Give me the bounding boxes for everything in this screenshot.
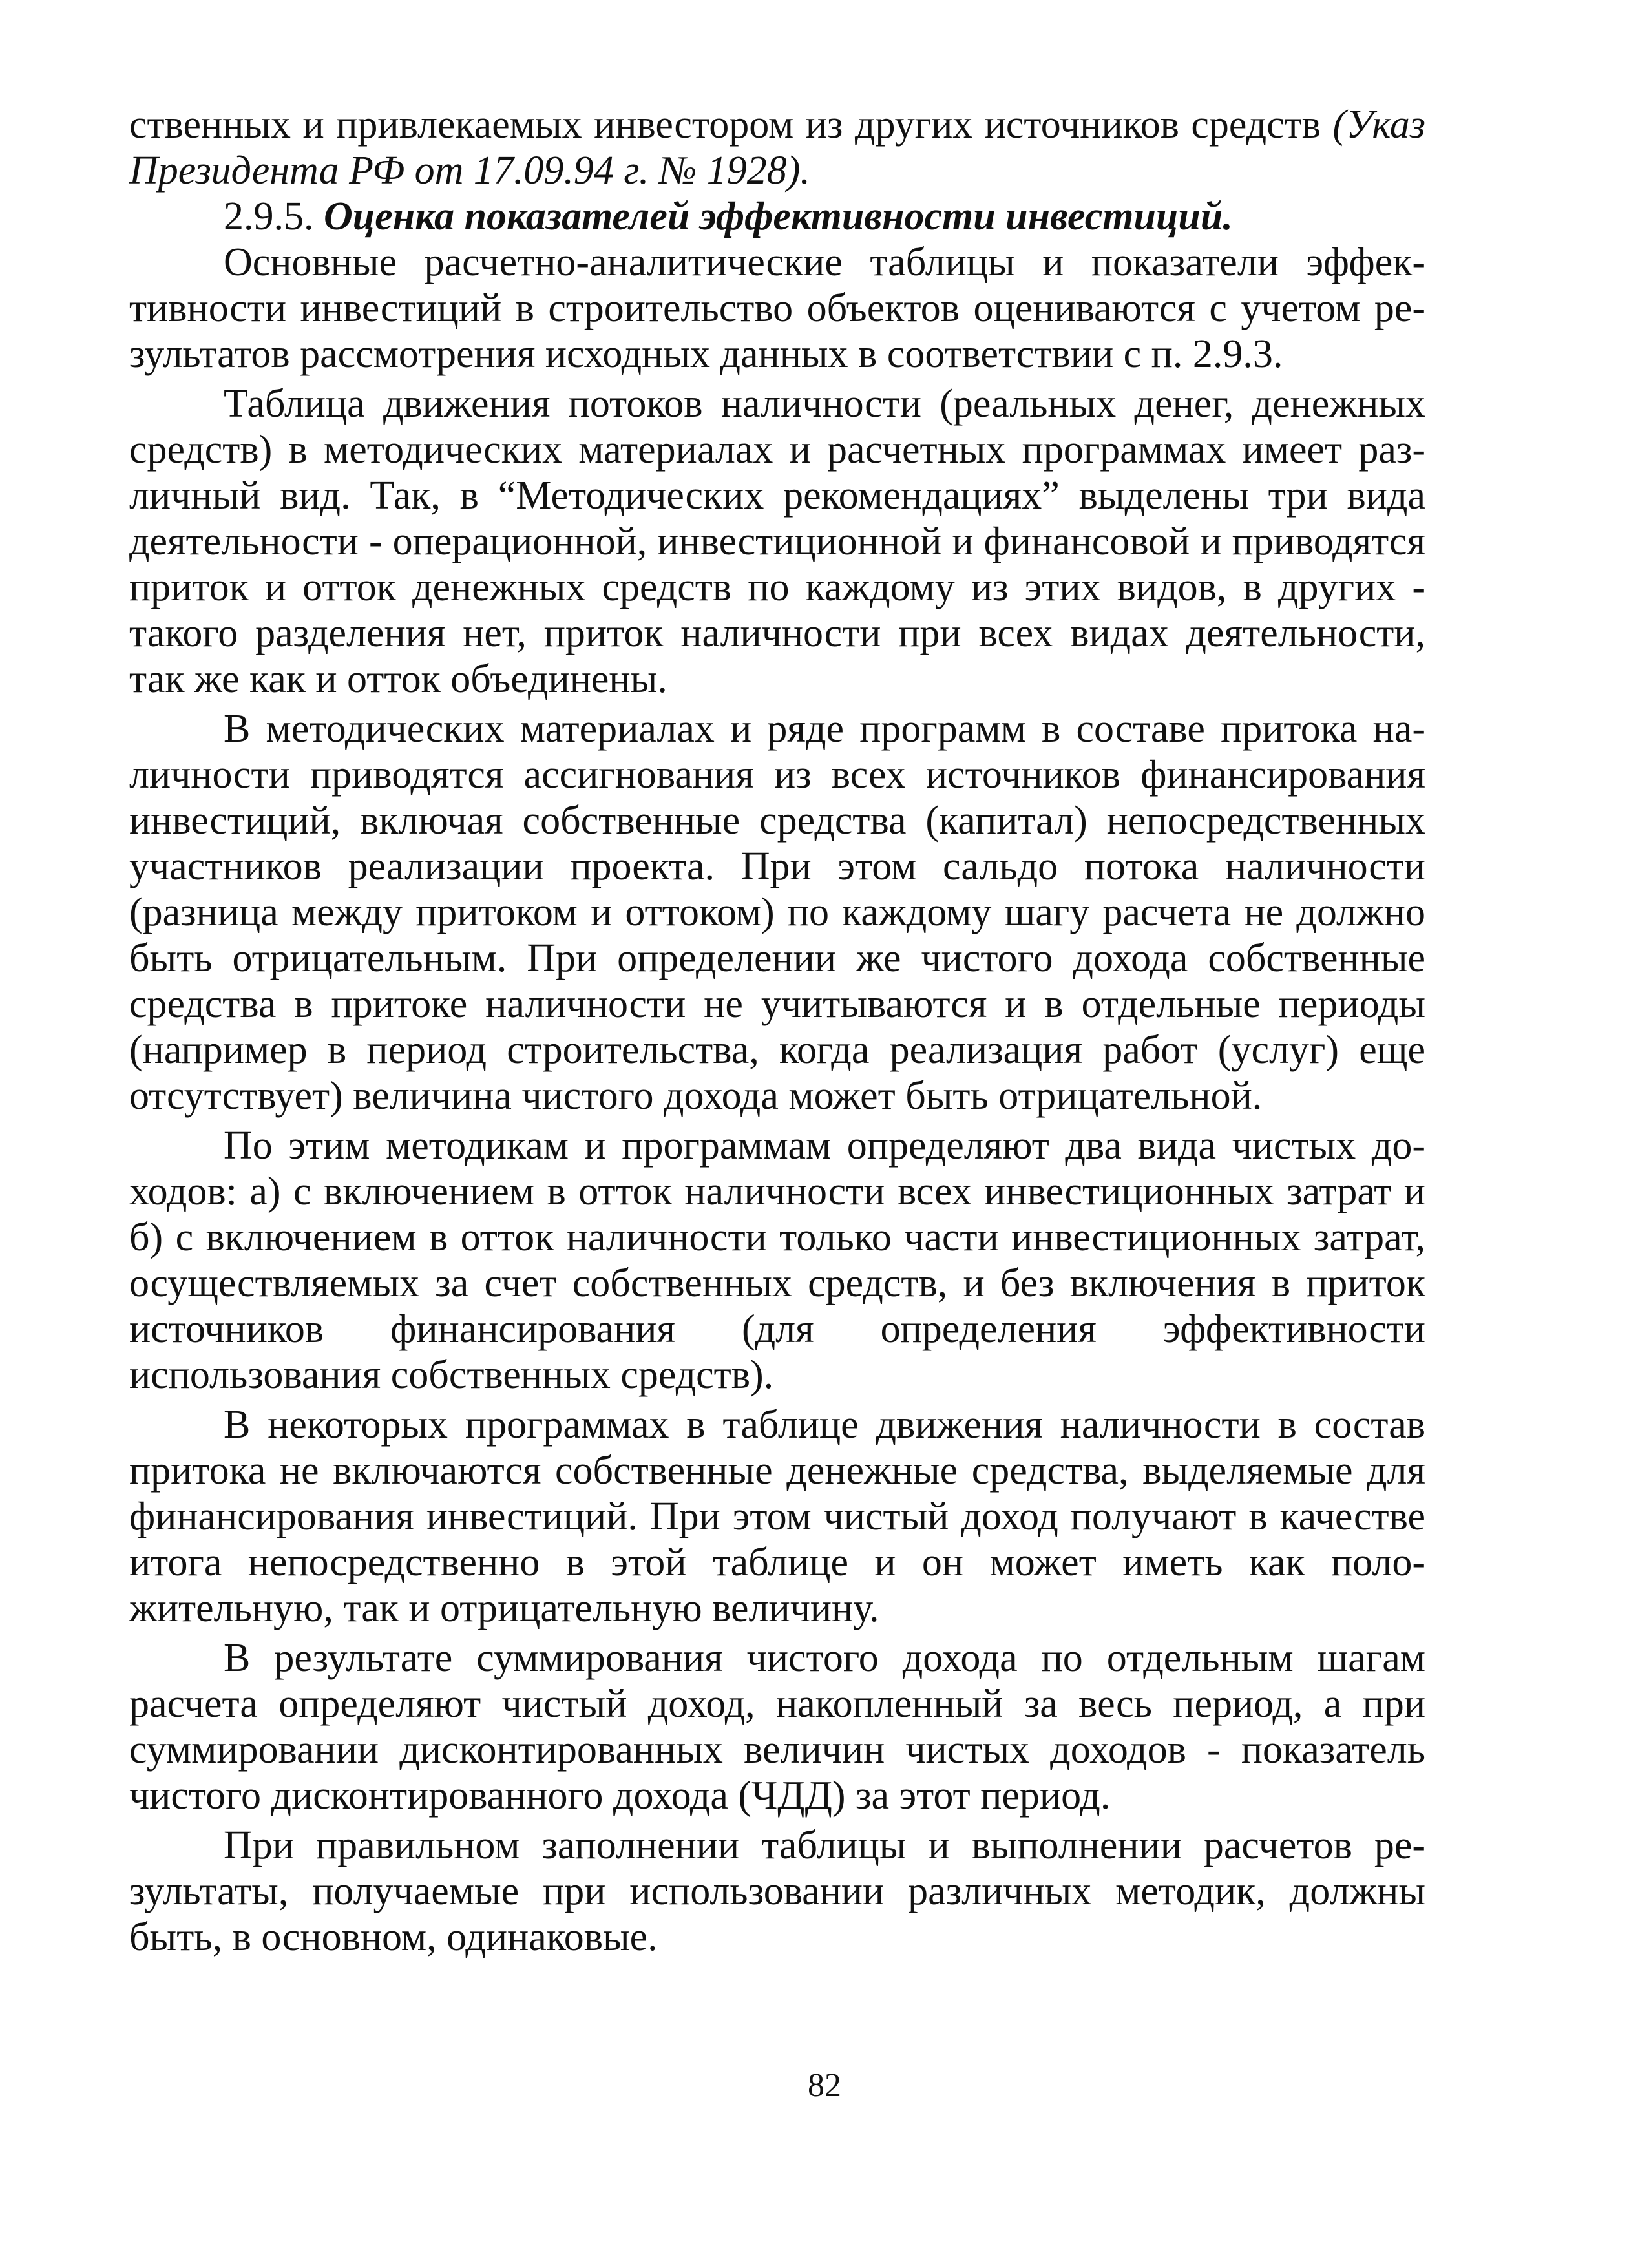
paragraph-6: В результате суммирования чистого дохода по отдельным шагам расчета определяют чистый доход, накопленный за весь период, а при суммировании дисконтированных величин чистых доходов - показатель чистого дисконтированного дохода (ЧДД) за этот период. <box>129 1636 1425 1818</box>
paragraph-5: В некоторых программах в таблице движения наличности в состав притока не включаются собственные денежные средства, выделяемые для финансирования инвестиций. При этом чистый доход получают в качестве итога непосредственно в этой таблице и он может иметь как положительную, так и отрицательную величину. <box>129 1403 1425 1630</box>
continuation-text: ственных и привлекаемых инвестором из других источников средств <box>129 103 1333 147</box>
section-number: 2.9.5. <box>224 194 314 238</box>
decree-reference: (Указ Президента РФ от 17.09.94 г. № 1928). <box>129 103 1425 193</box>
section-heading <box>129 194 1425 240</box>
paragraph-4: По этим методикам и программам определяют два вида чистых доходов: а) с включением в отток наличности всех инвестиционных затрат и б) с включением в отток наличности только части инвестиционных затрат, осуществляемых за счет собственных средств, и без включения в приток источников финансирования (для определения эффективности использования собственных средств). <box>129 1124 1425 1397</box>
paragraph-3: В методических материалах и ряде программ в составе притока наличности приводятся ассигнования из всех источников финансирования инвестиций, включая собственные средства (капитал) непосредственных участников реализации проекта. При этом сальдо потока наличности (разница между притоком и оттоком) по каждому шагу расчета не должно быть отрицательным. При определении же чистого дохода собственные средства в притоке наличности не учитываются и в отдельные периоды (например в период строительства, когда реализация работ (услуг) еще отсутствует) величина чистого дохода может быть отрицательной. <box>129 707 1425 1118</box>
section-title: Оценка показателей эффективности инвестиций. <box>324 194 1233 238</box>
page-body <box>129 102 1425 1960</box>
continuation-paragraph <box>129 102 1425 194</box>
paragraph-1: Основные расчетно-аналитические таблицы и показатели эффективности инвестиций в строительство объектов оцениваются с учетом результатов рассмотрения исходных данных в соответствии с п. 2.9.3. <box>129 240 1425 376</box>
page-number: 82 <box>808 2067 841 2104</box>
paragraph-2: Таблица движения потоков наличности (реальных денег, денежных средств) в методических материалах и расчетных программах имеет различный вид. Так, в “Методических рекомендациях” выделены три вида деятельности - операционной, инвестиционной и финансовой и приводятся приток и отток денежных средств по каждому из этих видов, в других - такого разделения нет, приток наличности при всех видах деятельности, так же как и отток объединены. <box>129 382 1425 701</box>
paragraph-7: При правильном заполнении таблицы и выполнении расчетов результаты, получаемые при использовании различных методик, должны быть, в основном, одинаковые. <box>129 1823 1425 1959</box>
